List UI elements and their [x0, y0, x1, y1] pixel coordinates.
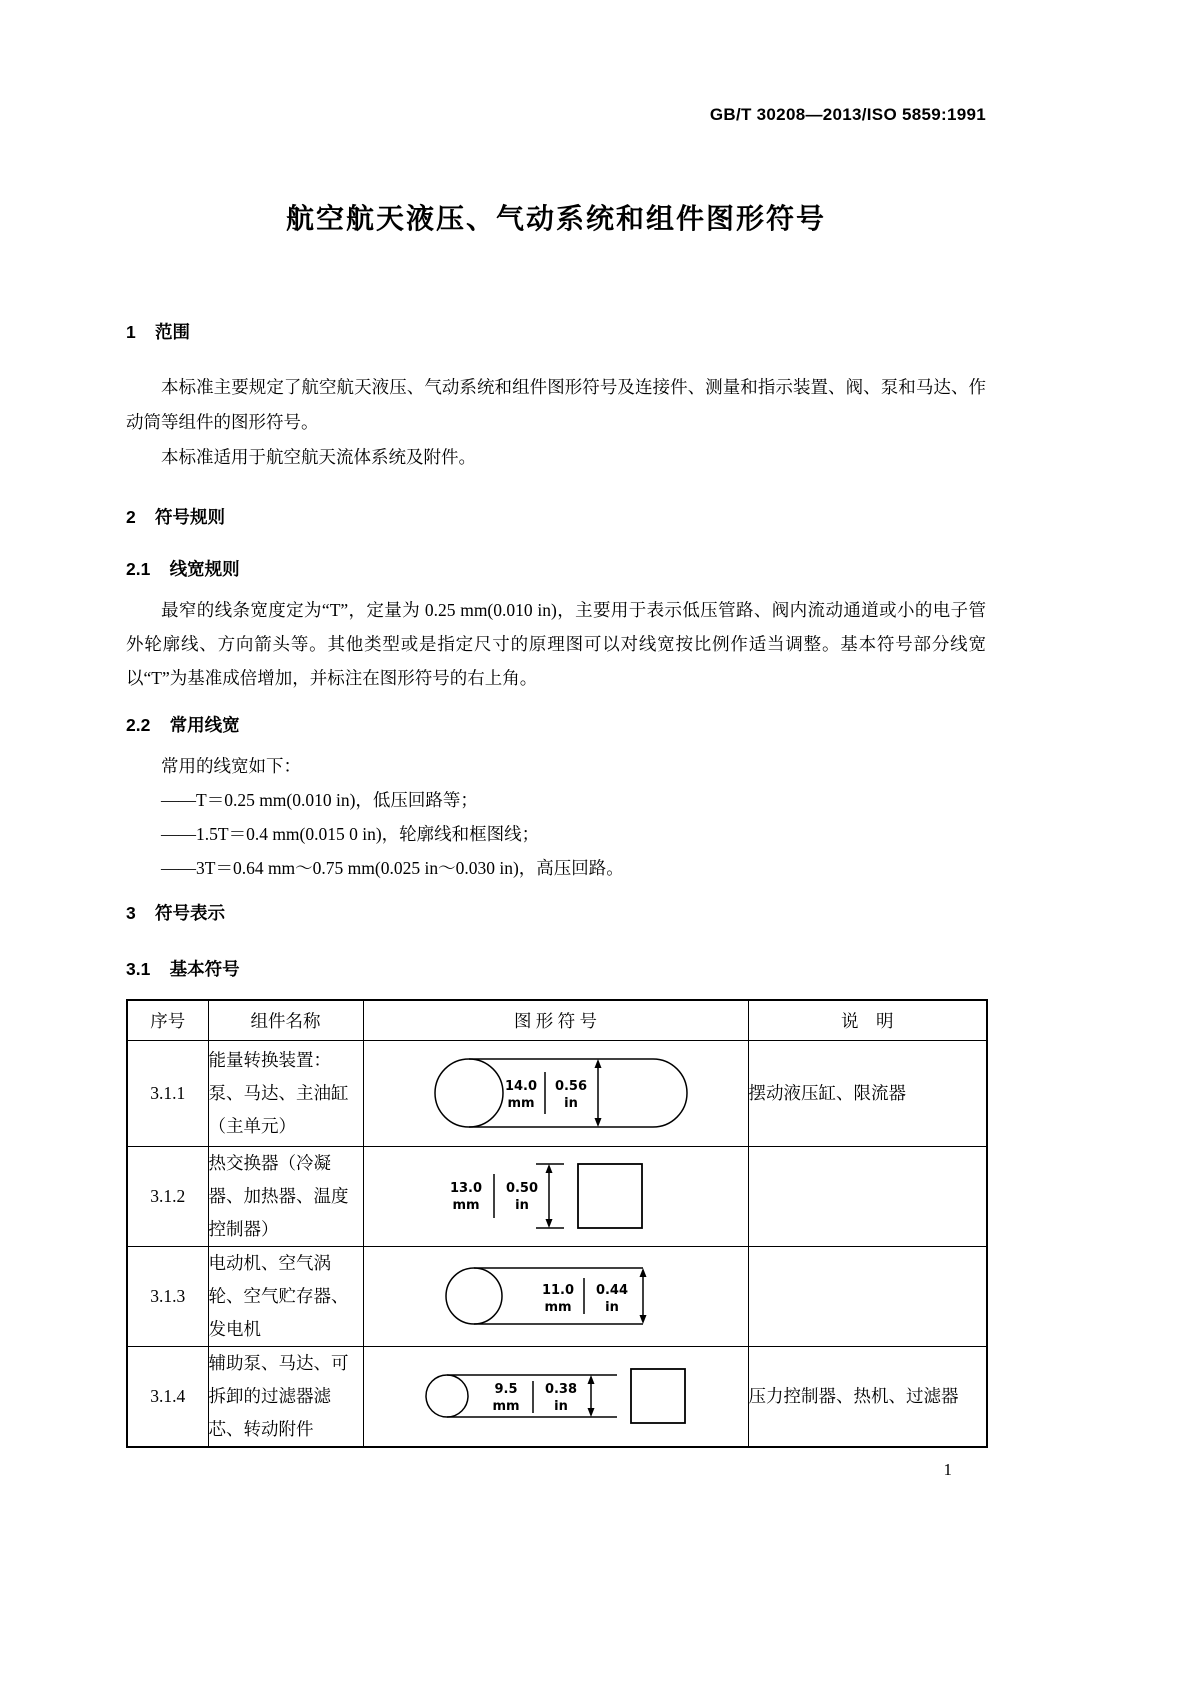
svg-text:0.56: 0.56 [554, 1079, 587, 1094]
common-widths-intro: 常用的线宽如下： [161, 756, 301, 776]
component-name: 辅助泵、马达、可拆卸的过滤器滤芯、转动附件 [208, 1346, 363, 1447]
doc-number: GB/T 30208—2013/ISO 5859:1991 [709, 105, 986, 124]
svg-text:9.5: 9.5 [493, 1382, 518, 1398]
circle-symbol [446, 1268, 502, 1324]
section-heading-symbol-representation [126, 901, 986, 925]
electric-motor-symbol [438, 1262, 673, 1330]
circle-symbol [426, 1375, 468, 1417]
col-header-symbol: 图 形 符 号 [363, 1000, 748, 1040]
symbol-note [748, 1246, 987, 1346]
svg-text:0.44: 0.44 [595, 1283, 629, 1298]
section-title: 线宽规则 [169, 559, 240, 579]
section-title: 常用线宽 [169, 715, 240, 735]
col-header-note: 说 明 [748, 1000, 987, 1040]
scope-paragraph-2: 本标准适用于航空航天流体系统及附件。 [161, 447, 476, 467]
svg-text:mm: mm [491, 1399, 520, 1415]
col-header-id: 序号 [127, 1000, 208, 1040]
subsection-heading-line-width-rule [126, 557, 986, 581]
row-id: 3.1.4 [127, 1346, 208, 1447]
component-name: 热交换器（冷凝器、加热器、温度控制器） [208, 1146, 363, 1246]
table-header-row [127, 1000, 987, 1040]
symbol-cell [363, 1040, 748, 1146]
svg-text:in: in [514, 1198, 529, 1213]
circle-symbol [435, 1059, 503, 1127]
symbol-note: 压力控制器、热机、过滤器 [748, 1346, 987, 1447]
section-number: 2.2 [126, 715, 151, 735]
subsection-heading-common-widths [126, 713, 986, 737]
table-row [127, 1346, 987, 1447]
scope-paragraph-1: 本标准主要规定了航空航天液压、气动系统和组件图形符号及连接件、测量和指示装置、阀、泵和马达、作动筒等组件的图形符号。 [126, 377, 986, 432]
common-widths-item: ——3T＝0.64 mm～0.75 mm(0.025 in～0.030 in)，高压回路。 [161, 858, 624, 878]
square-symbol [578, 1164, 642, 1228]
component-name: 电动机、空气涡轮、空气贮存器、发电机 [208, 1246, 363, 1346]
svg-text:mm: mm [544, 1300, 572, 1315]
col-header-name: 组件名称 [208, 1000, 363, 1040]
svg-text:0.50: 0.50 [505, 1181, 538, 1196]
half-circle-symbol [653, 1059, 687, 1127]
symbol-cell [363, 1146, 748, 1246]
energy-conversion-symbol [421, 1052, 691, 1134]
symbol-note [748, 1146, 987, 1246]
svg-text:in: in [605, 1300, 619, 1315]
symbol-note: 摆动液压缸、限流器 [748, 1040, 987, 1146]
component-name: 能量转换装置：泵、马达、主油缸（主单元） [208, 1040, 363, 1146]
table-row [127, 1146, 987, 1246]
svg-text:11.0: 11.0 [541, 1283, 575, 1298]
page-content [126, 0, 986, 1480]
section-title: 符号规则 [154, 507, 225, 527]
symbol-cell [363, 1246, 748, 1346]
row-id: 3.1.2 [127, 1146, 208, 1246]
section-number: 3 [126, 903, 136, 923]
svg-text:in: in [563, 1096, 578, 1111]
section-heading-scope [126, 320, 986, 344]
section-number: 2.1 [126, 559, 151, 579]
doc-title: 航空航天液压、气动系统和组件图形符号 [285, 203, 826, 234]
section-number: 1 [126, 322, 136, 342]
symbol-cell [363, 1346, 748, 1447]
section-heading-symbol-rules [126, 505, 986, 529]
svg-text:mm: mm [451, 1198, 480, 1213]
square-symbol [631, 1369, 685, 1423]
page-number: 1 [943, 1460, 952, 1479]
subsection-heading-basic-symbols [126, 957, 986, 981]
section-number: 3.1 [126, 959, 151, 979]
basic-symbols-table [126, 999, 988, 1448]
section-title: 范围 [154, 322, 190, 342]
row-id: 3.1.3 [127, 1246, 208, 1346]
table-row [127, 1040, 987, 1146]
svg-text:mm: mm [506, 1096, 535, 1111]
section-title: 符号表示 [154, 903, 225, 923]
common-widths-item: ——1.5T＝0.4 mm(0.015 0 in)，轮廓线和框图线； [161, 824, 540, 844]
svg-text:in: in [553, 1399, 568, 1415]
common-widths-item: ——T＝0.25 mm(0.010 in)，低压回路等； [161, 790, 478, 810]
heat-exchanger-symbol [436, 1158, 676, 1234]
line-width-rule-paragraph: 最窄的线条宽度定为“T”，定量为 0.25 mm(0.010 in)，主要用于表示低压管路、阀内流动通道或小的电子管外轮廓线、方向箭头等。其他类型或是指定尺寸的原理图可以对线宽按比例作适当调整。基本符号部分线宽以“T”为基准成倍增加，并标注在图形符号的右上角。 [126, 600, 986, 688]
auxiliary-pump-symbol [421, 1365, 691, 1427]
svg-text:14.0: 14.0 [504, 1079, 537, 1094]
row-id: 3.1.1 [127, 1040, 208, 1146]
svg-text:0.38: 0.38 [544, 1382, 577, 1398]
svg-text:13.0: 13.0 [449, 1181, 482, 1196]
section-number: 2 [126, 507, 136, 527]
section-title: 基本符号 [169, 959, 240, 979]
table-row [127, 1246, 987, 1346]
